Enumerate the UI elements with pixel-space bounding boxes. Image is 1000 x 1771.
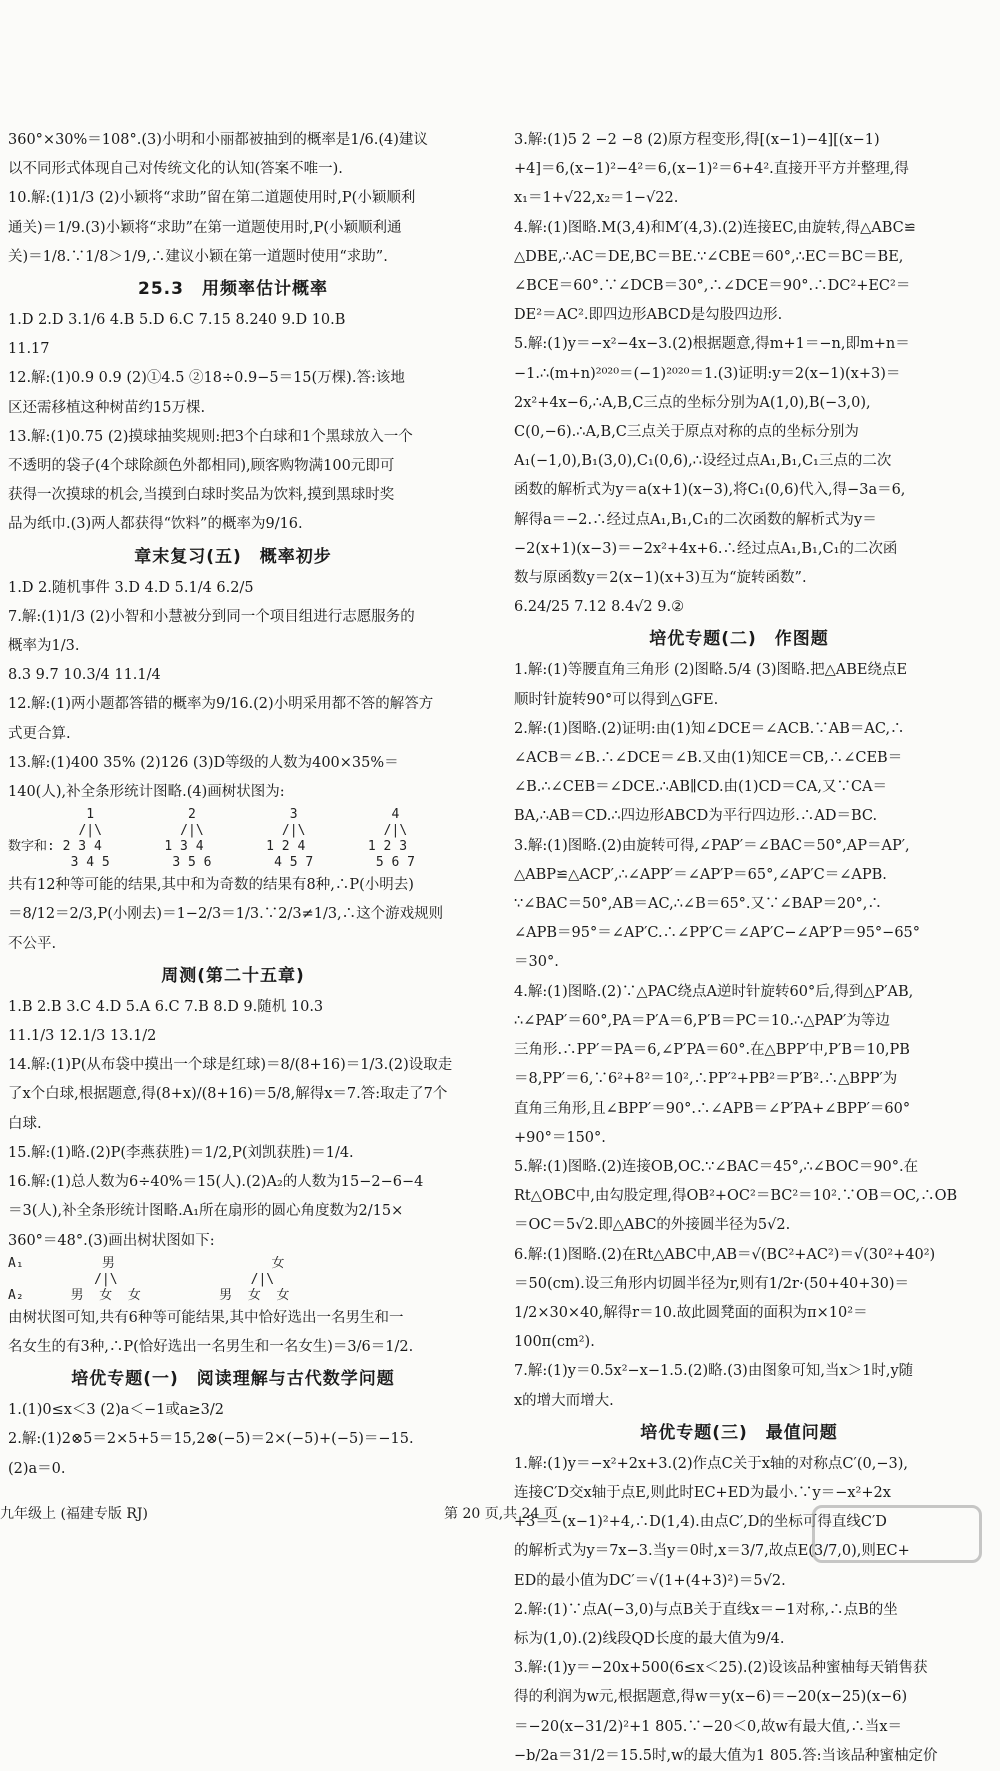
answer-line: 5.解:(1)图略.(2)连接OB,OC.∵∠BAC＝45°,∴∠BOC＝90°.在 (514, 1158, 919, 1175)
section-heading: 培优专题(三) 最值问题 (640, 1422, 838, 1443)
section-heading: 培优专题(二) 作图题 (649, 629, 829, 650)
answer-line: +4]＝6,(x−1)²−4²＝6,(x−1)²＝6+4².直接开平方并整理,得 (514, 161, 909, 178)
answer-line: 的解析式为y＝7x−3.当y＝0时,x＝3/7,故点E(3/7,0),则EC+ (514, 1543, 910, 1560)
answer-line: 140(人),补全条形统计图略.(4)画树状图为: (8, 784, 285, 801)
answer-line: 三角形.∴PP′＝PA＝6,∠P′PA＝60°.在△BPP′中,P′B＝10,PB (514, 1042, 910, 1059)
answer-line: ∴∠PAP′＝60°,PA＝P′A＝6,P′B＝PC＝10.∴△PAP′为等边 (514, 1012, 890, 1029)
answer-line: 不公平. (8, 935, 57, 952)
answer-line: 1.D 2.随机事件 3.D 4.D 5.1/4 6.2/5 (8, 579, 254, 596)
answer-line: 4.解:(1)图略.(2)∵△PAC绕点A逆时针旋转60°后,得到△P′AB, (514, 983, 914, 1000)
answer-line: ＝30°. (514, 954, 559, 971)
answer-line: 解得a＝−2.∴经过点A₁,B₁,C₁的二次函数的解析式为y＝ (514, 511, 877, 528)
answer-line: (2)a＝0. (8, 1460, 66, 1477)
answer-line: 区还需移植这种树苗约15万棵. (8, 399, 206, 416)
answer-line: ＝50(cm).设三角形内切圆半径为r,则有1/2r·(50+40+30)＝ (514, 1275, 910, 1292)
answer-line: 3.解:(1)图略.(2)由旋转可得,∠PAP′＝∠BAC＝50°,AP＝AP′, (514, 837, 910, 854)
answer-line: −b/2a＝31/2＝15.5时,w的最大值为1 805.答:当该品种蜜柚定价 (514, 1747, 938, 1764)
answer-line: −1.∴(m+n)²⁰²⁰＝(−1)²⁰²⁰＝1.(3)证明:y＝2(x−1)(x+3)＝ (514, 365, 901, 382)
answer-line: 360°×30%＝108°.(3)小明和小丽都被抽到的概率是1/6.(4)建议 (8, 132, 428, 148)
answer-line: 15.解:(1)略.(2)P(李燕获胜)＝1/2,P(刘凯获胜)＝1/4. (8, 1144, 354, 1161)
answer-line: 式更合算. (8, 725, 71, 742)
answer-line: 8.3 9.7 10.3/4 11.1/4 (8, 667, 161, 684)
answer-line: 100π(cm²). (514, 1334, 595, 1351)
answer-line: BA,∴AB＝CD.∴四边形ABCD为平行四边形.∴AD＝BC. (514, 808, 878, 825)
answer-line: ∠B.∴∠CEB＝∠DCE.∴AB∥CD.由(1)CD＝CA,又∵CA＝ (514, 779, 888, 796)
answer-line: DE²＝AC².即四边形ABCD是勾股四边形. (514, 307, 783, 324)
answer-line: 5.解:(1)y＝−x²−4x−3.(2)根据题意,得m+1＝−n,即m+n＝ (514, 336, 910, 353)
tree-diagram-line: 1 2 3 4 (8, 807, 400, 823)
answer-line: 2.解:(1)图略.(2)证明:由(1)知∠DCE＝∠ACB.∵AB＝AC,∴ (514, 720, 905, 737)
answer-line: 14.解:(1)P(从布袋中摸出一个球是红球)＝8/(8+16)＝1/3.(2)设取走 (8, 1057, 453, 1074)
answer-line: Rt△OBC中,由勾股定理,得OB²+OC²＝BC²＝10².∵OB＝OC,∴OB (514, 1188, 958, 1205)
answer-line: 名女生的有3种,∴P(恰好选出一名男生和一名女生)＝3/6＝1/2. (8, 1338, 414, 1355)
left-column (8, 126, 458, 1484)
answer-line: 1/2×30×40,解得r＝10.故此圆凳面的面积为π×10²＝ (514, 1304, 868, 1321)
answer-line: ＝8/12＝2/3,P(小刚去)＝1−2/3＝1/3.∵2/3≠1/3,∴这个游戏规则 (8, 906, 444, 923)
answer-line: 由树状图可知,共有6种等可能结果,其中恰好选出一名男生和一 (8, 1309, 404, 1326)
section-heading: 周测(第二十五章) (161, 965, 305, 986)
answer-line: 1.B 2.B 3.C 4.D 5.A 6.C 7.B 8.D 9.随机 10.3 (8, 998, 324, 1015)
answer-line: ∵∠BAC＝50°,AB＝AC,∴∠B＝65°.又∵∠BAP＝20°,∴ (514, 896, 882, 913)
answer-line: 12.解:(1)0.9 0.9 (2)①4.5 ②18÷0.9−5＝15(万棵).答:该地 (8, 370, 405, 387)
tree-diagram-line: A₂ 男 女 女 男 女 女 (8, 1287, 290, 1303)
section-heading: 章末复习(五) 概率初步 (134, 546, 332, 567)
watermark-badge-icon (812, 1505, 982, 1563)
tree-diagram-line: 3 4 5 3 5 6 4 5 7 5 6 7 (8, 855, 415, 871)
answer-line: −2(x+1)(x−3)＝−2x²+4x+6.∴经过点A₁,B₁,C₁的二次函 (514, 540, 898, 557)
answer-line: 11.17 (8, 341, 50, 358)
answer-line: △DBE,∴AC＝DE,BC＝BE.∵∠CBE＝60°,∴EC＝BC＝BE, (514, 248, 904, 265)
footer-grade-label: 九年级上 (福建专版 RJ) (0, 1506, 148, 1522)
answer-line: 标为(1,0).(2)线段QD长度的最大值为9/4. (514, 1630, 785, 1647)
answer-line: ED的最小值为DC′＝√(1+(4+3)²)＝5√2. (514, 1572, 786, 1589)
answer-line: 得的利润为w元,根据题意,得w＝y(x−6)＝−20(x−25)(x−6) (514, 1689, 908, 1706)
answer-line: 1.(1)0≤x＜3 (2)a＜−1或a≥3/2 (8, 1402, 224, 1419)
answer-line: 10.解:(1)1/3 (2)小颖将“求助”留在第二道题使用时,P(小颖顺利 (8, 190, 416, 207)
watermark-logo (812, 1505, 982, 1597)
answer-line: 1.解:(1)等腰直角三角形 (2)图略.5/4 (3)图略.把△ABE绕点E (514, 662, 908, 679)
tree-diagram-line: 数字和: 2 3 4 1 3 4 1 2 4 1 2 3 (8, 839, 408, 855)
answer-line: 3.解:(1)5 2 −2 −8 (2)原方程变形,得[(x−1)−4][(x−1) (514, 132, 880, 148)
answer-line: +90°＝150°. (514, 1129, 606, 1146)
answer-line: 品为纸巾.(3)两人都获得“饮料”的概率为9/16. (8, 516, 303, 533)
answer-line: 概率为1/3. (8, 638, 80, 655)
answer-line: 360°＝48°.(3)画出树状图如下: (8, 1232, 215, 1249)
answer-line: 通关)＝1/9.(3)小颖将“求助”在第一道题使用时,P(小颖顺利通 (8, 219, 402, 236)
answer-line: 1.D 2.D 3.1/6 4.B 5.D 6.C 7.15 8.240 9.D 10.B (8, 312, 346, 329)
answer-line: 白球. (8, 1115, 42, 1132)
answer-line: 3.解:(1)y＝−20x+500(6≤x＜25).(2)设该品种蜜柚每天销售获 (514, 1660, 928, 1677)
answer-line: 7.解:(1)y＝0.5x²−x−1.5.(2)略.(3)由图象可知,当x＞1时,y随 (514, 1363, 914, 1380)
answer-line: C(0,−6).∴A,B,C三点关于原点对称的点的坐标分别为 (514, 424, 859, 441)
answer-line: 2.解:(1)2⊗5＝2×5+5＝15,2⊗(−5)＝2×(−5)+(−5)＝−15. (8, 1431, 414, 1448)
answer-line: ∠APB＝95°＝∠AP′C.∴∠PP′C＝∠AP′C−∠AP′P＝95°−65° (514, 925, 921, 942)
answer-line: 12.解:(1)两小题都答错的概率为9/16.(2)小明采用都不答的解答方 (8, 696, 434, 713)
answer-line: 数与原函数y＝2(x−1)(x+3)互为“旋转函数”. (514, 570, 807, 587)
answer-line: 7.解:(1)1/3 (2)小智和小慧被分到同一个项目组进行志愿服务的 (8, 608, 415, 625)
answer-line: 了x个白球,根据题意,得(8+x)/(8+16)＝5/8,解得x＝7.答:取走了7个 (8, 1086, 448, 1103)
answer-line: ＝OC＝5√2.即△ABC的外接圆半径为5√2. (514, 1217, 791, 1234)
answer-line: 11.1/3 12.1/3 13.1/2 (8, 1028, 157, 1045)
answer-line: 13.解:(1)0.75 (2)摸球抽奖规则:把3个白球和1个黑球放入一个 (8, 428, 413, 445)
answer-line: ＝3(人),补全条形统计图略.A₁所在扇形的圆心角度数为2/15× (8, 1203, 404, 1220)
answer-line: △ABP≌△ACP′,∴∠APP′＝∠AP′P＝65°,∠AP′C＝∠APB. (514, 866, 887, 883)
answer-line: ∠BCE＝60°.∵∠DCB＝30°,∴∠DCE＝90°.∴DC²+EC²＝ (514, 278, 911, 295)
answer-line: x的增大而增大. (514, 1392, 614, 1409)
answer-line: 2.解:(1)∵点A(−3,0)与点B关于直线x＝−1对称,∴点B的坐 (514, 1601, 898, 1618)
tree-diagram-line: /|\ /|\ (8, 1271, 275, 1287)
answer-line: ＝8,PP′＝6,∵6²+8²＝10²,∴PP′²+PB²＝P′B².∴△BPP′为 (514, 1071, 898, 1088)
answer-line: 关)＝1/8.∵1/8＞1/9,∴建议小颖在第一道题时使用“求助”. (8, 248, 388, 265)
answer-line: 16.解:(1)总人数为6÷40%＝15(人).(2)A₂的人数为15−2−6−4 (8, 1174, 424, 1191)
answer-line: 6.24/25 7.12 8.4√2 9.② (514, 599, 685, 616)
footer-page-number: 第 20 页,共 24 页 (444, 1506, 558, 1522)
answer-line: ∠ACB＝∠B.∴∠DCE＝∠B.又由(1)知CE＝CB,∴∠CEB＝ (514, 750, 903, 767)
answer-line: A₁(−1,0),B₁(3,0),C₁(0,6),∴设经过点A₁,B₁,C₁三点的二次 (514, 453, 892, 470)
answer-line: +3＝−(x−1)²+4,∴D(1,4).由点C′,D的坐标可得直线C′D (514, 1514, 887, 1531)
answer-line: 1.解:(1)y＝−x²+2x+3.(2)作点C关于x轴的对称点C′(0,−3), (514, 1455, 908, 1472)
answer-line: 函数的解析式为y＝a(x+1)(x−3),将C₁(0,6)代入,得−3a＝6, (514, 482, 906, 499)
section-heading: 培优专题(一) 阅读理解与古代数学问题 (71, 1369, 395, 1390)
answer-line: 4.解:(1)图略.M(3,4)和M′(4,3).(2)连接EC,由旋转,得△ABC≌ (514, 219, 916, 236)
answer-line: 2x²+4x−6,∴A,B,C三点的坐标分别为A(1,0),B(−3,0), (514, 394, 871, 411)
section-heading: 25.3 用频率估计概率 (138, 279, 328, 300)
tree-diagram-line: A₁ 男 女 (8, 1255, 285, 1271)
answer-line: ＝−20(x−31/2)²+1 805.∵−20＜0,故w有最大值,∴当x＝ (514, 1718, 903, 1735)
answer-line: 直角三角形,且∠BPP′＝90°.∴∠APB＝∠P′PA+∠BPP′＝60° (514, 1100, 911, 1117)
answer-line: 共有12种等可能的结果,其中和为奇数的结果有8种,∴P(小明去) (8, 877, 414, 894)
answer-line: 6.解:(1)图略.(2)在Rt△ABC中,AB＝√(BC²+AC²)＝√(30²+40²) (514, 1246, 936, 1263)
answer-line: 获得一次摸球的机会,当摸到白球时奖品为饮料,摸到黑球时奖 (8, 487, 395, 504)
answer-line: 13.解:(1)400 35% (2)126 (3)D等级的人数为400×35%＝ (8, 754, 399, 771)
answer-line: x₁＝1+√22,x₂＝1−√22. (514, 190, 679, 207)
tree-diagram-line: /|\ /|\ /|\ /|\ (8, 823, 408, 839)
answer-line: 以不同形式体现自己对传统文化的认知(答案不唯一). (8, 161, 343, 178)
answer-line: 顺时针旋转90°可以得到△GFE. (514, 691, 719, 708)
answer-line: 连接C′D交x轴于点E,则此时EC+ED为最小.∵y＝−x²+2x (514, 1484, 891, 1501)
answer-line: 不透明的袋子(4个球除颜色外都相同),顾客购物满100元即可 (8, 458, 395, 475)
